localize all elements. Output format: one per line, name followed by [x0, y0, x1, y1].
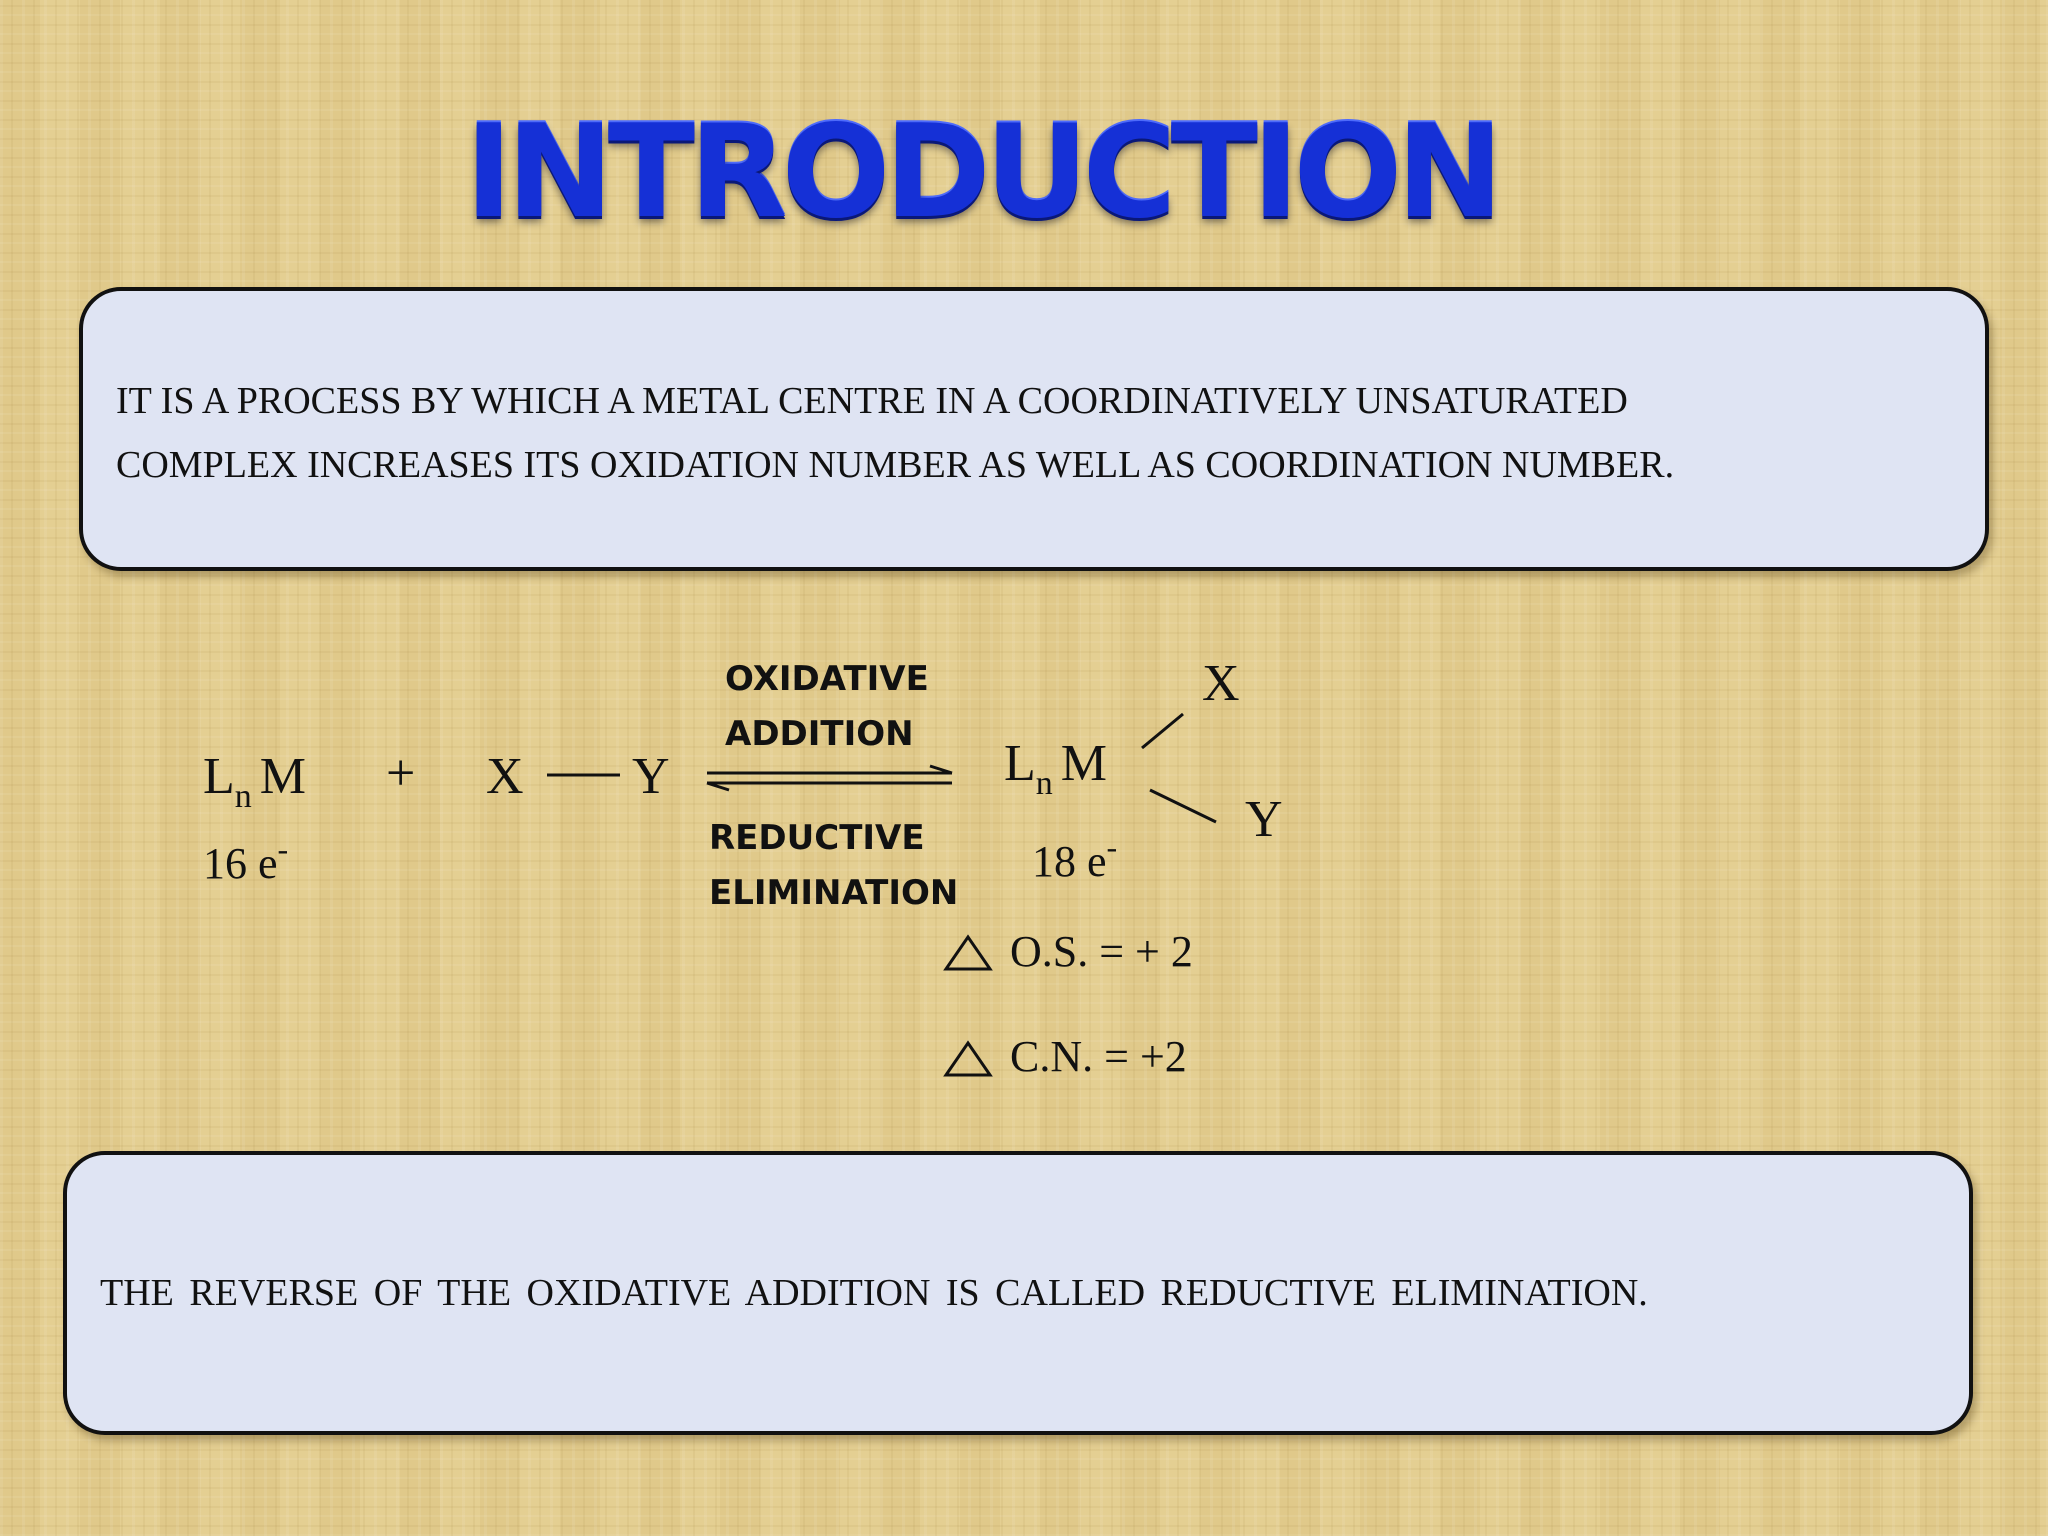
reactant-ligand: L — [203, 748, 235, 805]
reactant-metal: M — [259, 748, 307, 805]
reverse-statement: THE REVERSE OF THE OXIDATIVE ADDITION IS CALLED REDUCTIVE ELIMINATION. — [100, 1272, 1648, 1314]
product-electrons: 18 e — [1032, 837, 1107, 886]
delta-triangle-icon — [946, 1043, 990, 1075]
reactant-electrons: 16 e — [203, 839, 278, 888]
reactant-ligand-count: n — [234, 778, 252, 815]
plus-sign: + — [386, 745, 416, 802]
bond-mx — [1142, 714, 1183, 748]
product-y: Y — [1245, 791, 1283, 848]
reactant-electron-charge: - — [277, 831, 289, 867]
product-metal: M — [1060, 735, 1108, 792]
reverse-label-1: REDUCTIVE — [709, 818, 925, 858]
bond-my — [1150, 790, 1216, 822]
product-electron-charge: - — [1106, 829, 1118, 865]
forward-label-1: OXIDATIVE — [725, 659, 929, 699]
slide-title: INTRODUCTION — [465, 98, 1498, 247]
delta-coordination-number: C.N. = +2 — [1010, 1032, 1187, 1081]
equilibrium-arrow-icon — [707, 766, 952, 790]
definition-line-2: COMPLEX INCREASES ITS OXIDATION NUMBER AS WELL AS COORDINATION NUMBER. — [116, 444, 1675, 486]
delta-oxidation-state: O.S. = + 2 — [1010, 927, 1193, 976]
delta-triangle-icon — [946, 937, 990, 969]
reverse-label-2: ELIMINATION — [709, 873, 959, 913]
product-ligand: L — [1004, 735, 1036, 792]
definition-line-1: IT IS A PROCESS BY WHICH A METAL CENTRE IN A COORDINATIVELY UNSATURATED — [116, 380, 1628, 422]
product-ligand-count: n — [1035, 765, 1053, 802]
product-x: X — [1202, 655, 1240, 712]
reagent-y: Y — [632, 748, 670, 805]
reagent-x: X — [486, 748, 524, 805]
reverse-statement-box — [63, 1151, 1973, 1435]
forward-label-2: ADDITION — [725, 714, 914, 754]
